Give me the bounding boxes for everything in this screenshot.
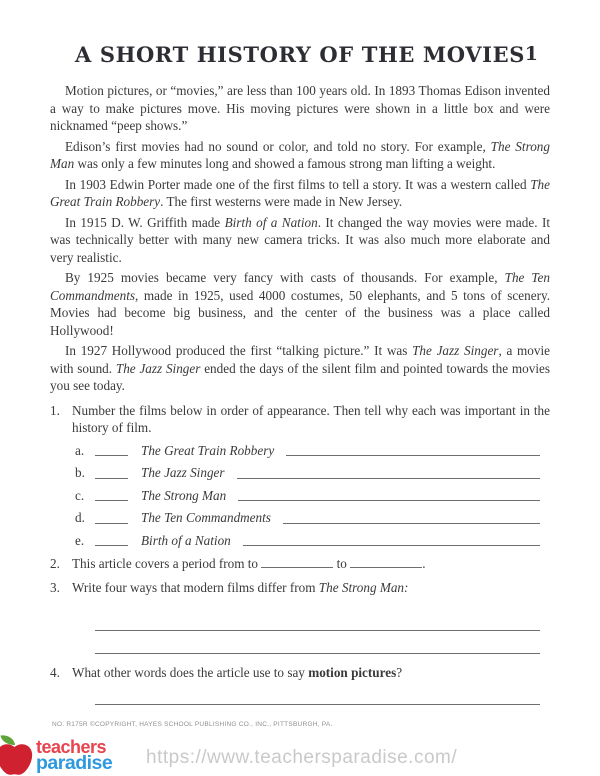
question-4 — [50, 664, 550, 682]
article-paragraph — [50, 138, 550, 173]
page-number: 1 — [524, 43, 538, 65]
text-run: , a movie with sound. — [50, 343, 550, 376]
article-paragraph — [50, 176, 550, 211]
emphasized-text: The Ten Commandments — [50, 270, 550, 303]
question-number: 2. — [50, 556, 60, 571]
question-number: 4. — [50, 665, 60, 680]
answer-line — [237, 478, 540, 479]
text-run: This article covers a period from to — [72, 556, 262, 571]
question-number: 3. — [50, 579, 60, 595]
film-title: The Great Train Robbery — [141, 442, 275, 458]
text-run: to — [333, 556, 351, 571]
brand-line-teachers: teachers — [36, 736, 107, 757]
text-run: . It changed the way movies were made. It was technically better with many new camera tricks. It was also much more elaborate and very realistic. — [50, 214, 550, 265]
question-text — [72, 579, 550, 597]
film-title: Birth of a Nation — [141, 532, 231, 548]
text-run: In 1915 D. W. Griffith made — [65, 214, 225, 230]
article-body — [50, 82, 550, 395]
answer-line — [95, 631, 540, 654]
film-letter: a. — [75, 442, 85, 458]
text-run: . — [422, 556, 426, 571]
article-paragraph — [50, 269, 550, 339]
answer-line — [243, 545, 540, 546]
text-run: Write four ways that modern films differ from — [72, 579, 319, 595]
film-letter: c. — [75, 487, 85, 503]
question-text — [72, 555, 550, 573]
answer-line — [95, 608, 540, 631]
question-text: Number the films below in order of appearance. Then tell why each was important in the history of film. — [72, 402, 550, 435]
film-title: The Strong Man — [141, 487, 227, 503]
answer-line — [283, 523, 540, 524]
apple-icon — [0, 734, 35, 776]
order-blank — [95, 523, 128, 524]
order-blank — [95, 455, 128, 456]
text-run: In 1903 Edwin Porter made one of the first films to tell a story. It was a western called — [65, 176, 531, 192]
film-title: The Jazz Singer — [141, 465, 225, 480]
film-item-b — [75, 459, 550, 482]
film-item-c — [75, 482, 550, 505]
film-letter: b. — [75, 465, 85, 480]
text-run: In 1927 Hollywood produced the first “talking picture.” It was — [65, 343, 413, 358]
question-text — [72, 664, 550, 682]
worksheet-header — [50, 42, 550, 67]
answer-line — [286, 455, 540, 456]
order-blank — [95, 500, 128, 501]
article-paragraph — [50, 214, 550, 267]
question-3 — [50, 579, 550, 597]
emphasized-text: Birth of a Nation — [224, 214, 318, 230]
spacer — [50, 596, 550, 608]
text-run: Motion pictures, or “movies,” are less than 100 years old. In 1893 Thomas Edison invented a way to make pictures move. His moving pictures were shown in a little box and were nicknamed “peep shows.” — [50, 83, 550, 133]
emphasized-text: The Strong Man — [50, 138, 550, 171]
article-paragraph — [50, 342, 550, 395]
emphasized-text: The Jazz Singer — [412, 343, 499, 358]
page-title: A SHORT HISTORY OF THE MOVIES — [75, 42, 525, 67]
answer-line — [95, 682, 540, 705]
text-run: ended the days of the silent film and pointed towards the movies you see today. — [50, 360, 550, 393]
text-run: Edison’s first movies had no sound or color, and told no story. For example, — [65, 138, 491, 154]
order-blank — [95, 478, 128, 479]
film-item-d — [75, 504, 550, 527]
teachersparadise-logo — [0, 734, 112, 776]
question-1 — [50, 402, 550, 437]
text-run: was only a few minutes long and showed a famous strong man lifting a weight. — [74, 156, 496, 171]
brand-line-paradise: paradise — [36, 752, 113, 775]
text-run: , made in 1925, used 4000 costumes, 50 elephants, and 5 tons of scenery. Movies had become big business, and the center of the business was a place called Hollywood! — [50, 287, 550, 338]
website-url: https://www.teachersparadise.com/ — [146, 747, 458, 768]
film-title: The Ten Commandments — [141, 510, 271, 525]
emphasized-text: The Jazz Singer — [115, 360, 201, 376]
answer-line — [238, 500, 540, 501]
film-item-a — [75, 437, 550, 460]
text-run: . The first westerns were made in New Jersey. — [160, 194, 403, 209]
text-run: By 1925 movies became very fancy with casts of thousands. For example, — [65, 270, 505, 285]
emphasized-text: motion pictures — [308, 665, 397, 680]
film-letter: d. — [75, 510, 85, 525]
film-item-e — [75, 527, 550, 550]
text-run: What other words does the article use to say — [72, 665, 309, 680]
questions-section — [50, 402, 550, 705]
question-number: 1. — [50, 402, 60, 418]
answer-blank — [261, 556, 333, 568]
text-run: ? — [396, 665, 403, 680]
copyright-text: NO. R175R ©COPYRIGHT, HAYES SCHOOL PUBLISHING CO., INC., PITTSBURGH, PA. — [52, 721, 333, 728]
emphasized-text: The Strong Man: — [318, 579, 409, 595]
film-letter: e. — [75, 532, 85, 548]
question-2 — [50, 555, 550, 573]
article-paragraph — [50, 82, 550, 135]
brand-wordmark — [36, 736, 113, 776]
emphasized-text: The Great Train Robbery — [50, 176, 550, 209]
answer-blank — [350, 556, 422, 568]
order-blank — [95, 545, 128, 546]
